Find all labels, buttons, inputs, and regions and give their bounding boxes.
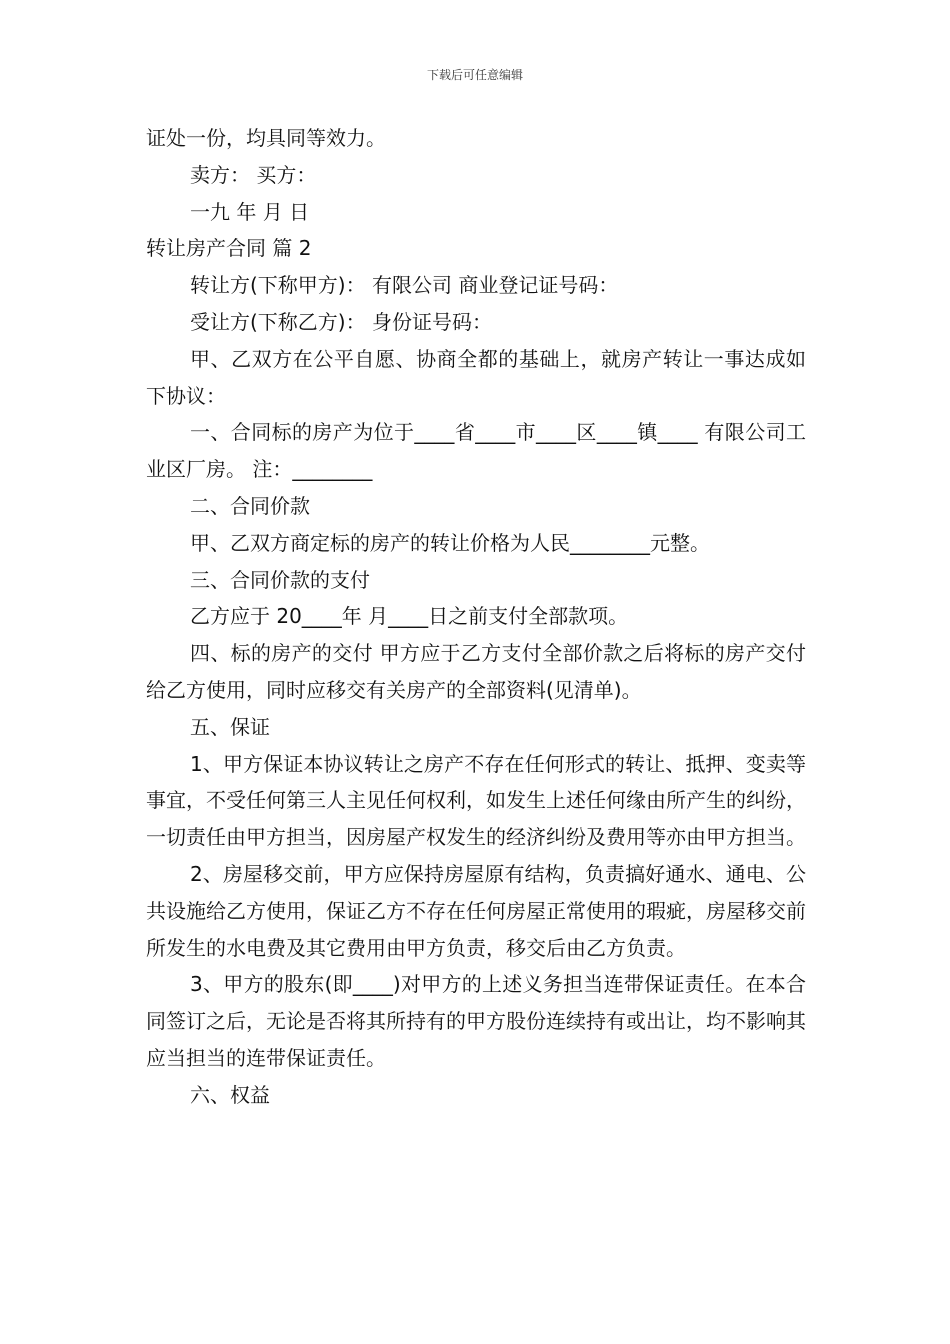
paragraph: 受让方(下称乙方)： 身份证号码： xyxy=(190,309,492,334)
document-body xyxy=(146,120,806,1114)
paragraph: 乙方应于 20____年 月____日之前支付全部款项。 xyxy=(190,604,629,629)
paragraph: 甲、乙双方在公平自愿、协商全都的基础上，就房产转让一事达成如下协议： xyxy=(146,346,806,408)
clause-heading: 三、合同价款的支付 xyxy=(190,567,370,592)
paragraph: 一、合同标的房产为位于____省____市____区____镇____ 有限公司工业区厂房。 注：________ xyxy=(146,420,806,482)
paragraph: 证处一份，均具同等效力。 xyxy=(146,126,386,150)
paragraph: 卖方： 买方： xyxy=(190,162,317,187)
paragraph: 1、甲方保证本协议转让之房产不存在任何形式的转让、抵押、变卖等事宜，不受任何第三人主见任何权利，如发生上述任何缘由所产生的纠纷，一切责任由甲方担当，因房屋产权发生的经济纠纷及费用等亦由甲方担当。 xyxy=(146,751,806,850)
clause-heading: 六、权益 xyxy=(190,1082,270,1107)
clause-heading: 二、合同价款 xyxy=(190,493,310,518)
paragraph: 四、标的房产的交付 甲方应于乙方支付全部价款之后将标的房产交付给乙方使用，同时应移交有关房产的全部资料(见清单)。 xyxy=(146,641,806,702)
paragraph: 2、房屋移交前，甲方应保持房屋原有结构，负责搞好通水、通电、公共设施给乙方使用，保证乙方不存在任何房屋正常使用的瑕疵，房屋移交前所发生的水电费及其它费用由甲方负责，移交后由乙方负责。 xyxy=(146,861,806,960)
paragraph: 转让方(下称甲方)： 有限公司 商业登记证号码： xyxy=(190,273,619,298)
clause-heading: 五、保证 xyxy=(190,714,270,739)
paragraph: 3、甲方的股东(即____)对甲方的上述义务担当连带保证责任。在本合同签订之后，无论是否将其所持有的甲方股份连续持有或出让，均不影响其应当担当的连带保证责任。 xyxy=(146,972,806,1070)
paragraph: 甲、乙双方商定标的房产的转让价格为人民________元整。 xyxy=(190,530,710,555)
section-title: 转让房产合同 篇 2 xyxy=(146,236,312,261)
page-header: 下载后可任意编辑 xyxy=(426,68,523,82)
paragraph: 一九 年 月 日 xyxy=(190,199,310,224)
